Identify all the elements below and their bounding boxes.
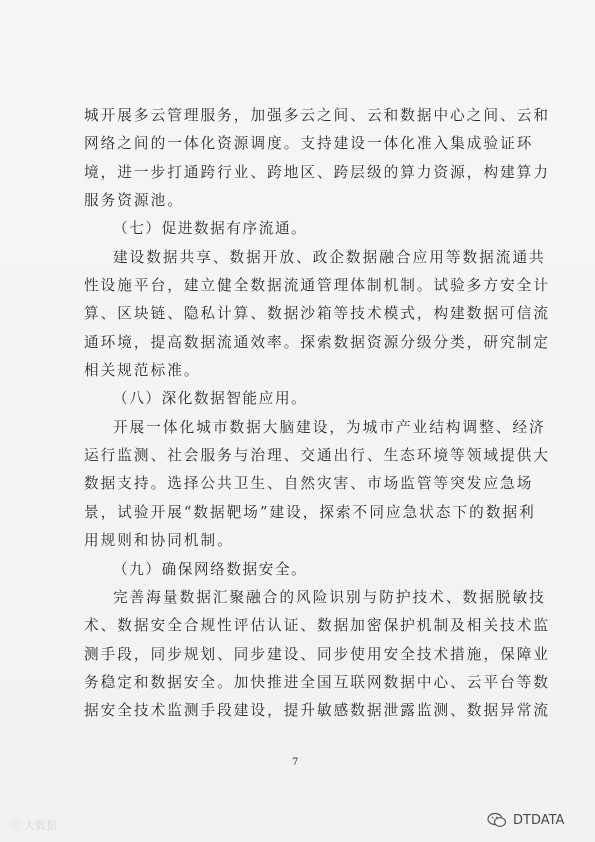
paragraph-line: 城开展多云管理服务，加强多云之间、云和数据中心之间、云和 <box>84 107 551 124</box>
paragraph-line: 数据支持。选择公共卫生、自然灾害、市场监管等突发应急场 <box>84 475 534 493</box>
paragraph-line: 开展一体化城市数据大脑建设，为城市产业结构调整、经济 <box>113 418 546 436</box>
document-body <box>84 102 551 726</box>
paragraph-line: 务稳定和数据安全。加快推进全国互联网数据中心、云平台等数 <box>84 673 551 691</box>
paragraph-line: 网络之间的一体化资源调度。支持建设一体化准入集成验证环 <box>84 135 534 153</box>
wechat-icon <box>487 812 507 828</box>
section-heading: （九）确保网络数据安全。 <box>113 560 308 578</box>
weibo-logo-icon: ⓒ <box>10 819 21 832</box>
watermark-right <box>487 812 564 828</box>
paragraph-line: 算、区块链、隐私计算、数据沙箱等技术模式，构建数据可信流 <box>84 305 551 323</box>
paragraph-line: 术、数据安全合规性评估认证、数据加密保护机制及相关技术监 <box>84 617 551 635</box>
watermark-left <box>10 817 57 833</box>
paragraph-line: 景，试验开展“数据靶场”建设，探索不同应急状态下的数据利 <box>84 503 536 521</box>
paragraph-line: 相关规范标准。 <box>84 362 201 380</box>
paragraph-line: 完善海量数据汇聚融合的风险识别与防护技术、数据脱敏技 <box>113 588 546 606</box>
paragraph-line: 通环境，提高数据流通效率。探索数据资源分级分类，研究制定 <box>84 333 551 351</box>
section-heading: （八）深化数据智能应用。 <box>113 390 308 408</box>
section-heading: （七）促进数据有序流通。 <box>113 220 308 238</box>
paragraph-line: 运行监测、社会服务与治理、交通出行、生态环境等领域提供大 <box>84 447 551 465</box>
paragraph-line: 据安全技术监测手段建设，提升敏感数据泄露监测、数据异常流 <box>84 702 551 720</box>
paragraph-line: 境，进一步打通跨行业、跨地区、跨层级的算力资源，构建算力 <box>84 163 551 181</box>
watermark-right-text: DTDATA <box>513 812 565 828</box>
page-number: 7 <box>292 757 299 768</box>
paragraph-line: 建设数据共享、数据开放、政企数据融合应用等数据流通共 <box>113 248 546 266</box>
paragraph-line: 性设施平台，建立健全数据流通管理体制机制。试验多方安全计 <box>84 277 551 295</box>
paragraph-line: 服务资源池。 <box>84 192 184 210</box>
paragraph-line: 用规则和协同机制。 <box>84 532 234 550</box>
watermark-left-text: 大数据 <box>24 819 57 832</box>
paragraph-line: 测手段，同步规划、同步建设、同步使用安全技术措施，保障业 <box>84 645 551 663</box>
